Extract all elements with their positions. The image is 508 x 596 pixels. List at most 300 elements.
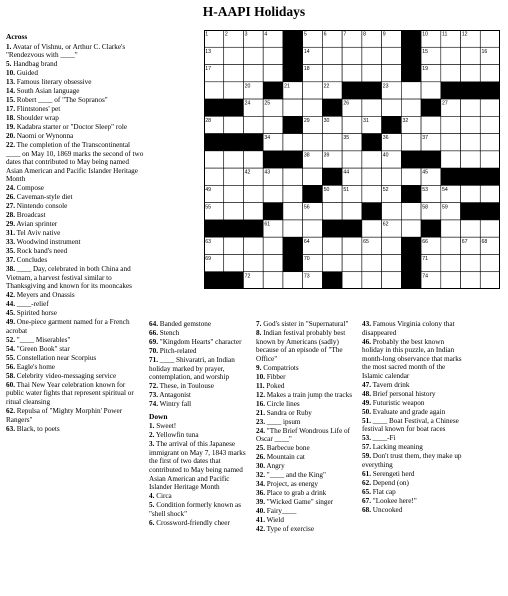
grid-cell[interactable] xyxy=(322,237,342,254)
clue-item[interactable] xyxy=(6,372,144,381)
grid-cell[interactable] xyxy=(401,203,421,220)
grid-cell[interactable] xyxy=(362,220,382,237)
grid-cell[interactable] xyxy=(322,203,342,220)
grid-cell[interactable] xyxy=(243,65,263,82)
clue-item[interactable] xyxy=(149,356,249,382)
clue-item[interactable] xyxy=(6,114,144,123)
grid-cell[interactable] xyxy=(303,168,323,185)
clue-number: 5. xyxy=(149,501,155,510)
clue-text: Naomi or Wynonna xyxy=(14,132,74,141)
clue-item[interactable] xyxy=(256,391,356,400)
grid-cell[interactable] xyxy=(322,47,342,64)
grid-cell[interactable] xyxy=(204,82,224,99)
clue-number: 42. xyxy=(6,291,15,300)
grid-cell[interactable] xyxy=(342,116,362,133)
cell-number: 7 xyxy=(343,31,347,38)
clue-text: Black, to poets xyxy=(14,424,60,433)
clue-text: Depend (on) xyxy=(370,478,409,487)
clue-number: 40. xyxy=(256,507,265,516)
grid-cell[interactable] xyxy=(362,99,382,116)
clue-item[interactable] xyxy=(256,489,356,498)
clue-item[interactable] xyxy=(362,381,462,390)
clue-item[interactable] xyxy=(256,462,356,471)
grid-cell[interactable] xyxy=(243,254,263,271)
clue-number: 56. xyxy=(6,362,15,371)
clue-item[interactable] xyxy=(362,338,462,381)
clue-item[interactable] xyxy=(6,238,144,247)
clue-number: 38. xyxy=(6,265,15,274)
clue-item[interactable] xyxy=(6,78,144,87)
grid-cell[interactable] xyxy=(401,134,421,151)
grid-cell[interactable] xyxy=(480,254,500,271)
grid-cell[interactable] xyxy=(342,203,362,220)
clue-number: 39. xyxy=(256,498,265,507)
cell-number: 5 xyxy=(303,31,307,38)
clue-item[interactable] xyxy=(362,434,462,443)
grid-cell[interactable] xyxy=(224,151,244,168)
clue-number: 49. xyxy=(6,318,15,327)
grid-cell[interactable] xyxy=(382,47,402,64)
cell-number: 59 xyxy=(442,204,448,211)
grid-cell[interactable] xyxy=(342,151,362,168)
grid-cell[interactable] xyxy=(480,116,500,133)
clue-item[interactable] xyxy=(6,123,144,132)
down-header: Down xyxy=(149,411,168,421)
grid-block xyxy=(303,185,323,202)
grid-cell[interactable] xyxy=(224,65,244,82)
clue-item[interactable] xyxy=(6,202,144,211)
grid-cell[interactable] xyxy=(362,47,382,64)
grid-cell[interactable] xyxy=(401,82,421,99)
clue-item[interactable] xyxy=(149,400,249,409)
clue-item[interactable] xyxy=(256,498,356,507)
grid-block xyxy=(362,82,382,99)
clue-text: God's sister in "Supernatural" xyxy=(261,320,349,328)
clue-item[interactable] xyxy=(6,247,144,256)
clue-text: Shoulder wrap xyxy=(14,114,59,123)
grid-cell[interactable] xyxy=(461,116,481,133)
grid-cell[interactable] xyxy=(342,65,362,82)
clue-item[interactable] xyxy=(256,516,356,525)
clue-number: 26. xyxy=(6,193,15,202)
clue-item[interactable] xyxy=(256,418,356,427)
cell-number: 3 xyxy=(244,31,248,38)
grid-cell[interactable] xyxy=(480,30,500,47)
grid-cell[interactable] xyxy=(263,47,283,64)
clue-number: 72. xyxy=(149,382,158,391)
grid-cell[interactable] xyxy=(401,99,421,116)
grid-cell[interactable] xyxy=(224,116,244,133)
clue-text: ____ Shivaratri, an Indian holiday marked by prayer, contemplation, and worship xyxy=(149,355,235,382)
cell-number: 64 xyxy=(303,238,310,245)
grid-cell[interactable] xyxy=(303,99,323,116)
clue-item[interactable] xyxy=(149,501,249,518)
clue-number: 8. xyxy=(256,328,262,337)
clue-item[interactable] xyxy=(362,417,462,434)
grid-cell[interactable] xyxy=(441,254,461,271)
clue-item[interactable] xyxy=(6,265,144,291)
grid-cell[interactable] xyxy=(263,65,283,82)
grid-block xyxy=(224,134,244,151)
cell-number: 25 xyxy=(264,100,271,107)
clue-item[interactable] xyxy=(6,345,144,354)
clue-item[interactable] xyxy=(6,69,144,78)
clue-item[interactable] xyxy=(149,391,249,400)
clue-text: Guided xyxy=(14,69,38,78)
across-header: Across xyxy=(6,32,28,41)
grid-cell[interactable] xyxy=(224,203,244,220)
cell-number: 43 xyxy=(264,169,271,176)
clue-item[interactable] xyxy=(6,211,144,220)
grid-block xyxy=(461,203,481,220)
grid-cell[interactable] xyxy=(382,254,402,271)
clue-text: Banded gemstone xyxy=(157,320,212,328)
clue-item[interactable] xyxy=(149,382,249,391)
grid-cell[interactable] xyxy=(480,220,500,237)
clue-item[interactable] xyxy=(6,291,144,300)
clue-text: Tavern drink xyxy=(370,380,410,389)
clue-item[interactable] xyxy=(149,492,249,501)
clue-item[interactable] xyxy=(6,193,144,202)
grid-block xyxy=(401,47,421,64)
clue-item[interactable] xyxy=(6,220,144,229)
clue-item[interactable] xyxy=(256,373,356,382)
crossword-grid-svg xyxy=(204,30,500,289)
grid-block xyxy=(283,116,303,133)
clue-number: 26. xyxy=(256,453,265,462)
clue-item[interactable] xyxy=(149,329,249,338)
grid-cell[interactable] xyxy=(283,134,303,151)
clue-item[interactable] xyxy=(6,256,144,265)
cell-number: 71 xyxy=(422,256,429,263)
grid-cell[interactable] xyxy=(342,272,362,289)
cell-number: 2 xyxy=(224,31,228,38)
clue-number: 48. xyxy=(362,389,371,398)
grid-cell[interactable] xyxy=(382,203,402,220)
clue-item[interactable] xyxy=(6,184,144,193)
clue-item[interactable] xyxy=(6,60,144,69)
grid-cell[interactable] xyxy=(342,237,362,254)
grid-cell[interactable] xyxy=(441,272,461,289)
grid-cell[interactable] xyxy=(480,134,500,151)
grid-cell[interactable] xyxy=(322,134,342,151)
clue-text: Caveman-style diet xyxy=(14,193,73,202)
grid-block xyxy=(263,82,283,99)
clue-number: 20. xyxy=(6,132,15,141)
clue-number: 15. xyxy=(6,96,15,105)
clue-item[interactable] xyxy=(256,471,356,480)
grid-block xyxy=(401,30,421,47)
grid-cell[interactable] xyxy=(461,65,481,82)
clue-item[interactable] xyxy=(362,452,462,469)
clue-number: 28. xyxy=(6,211,15,220)
grid-cell[interactable] xyxy=(204,151,224,168)
clue-item[interactable] xyxy=(6,96,144,105)
grid-cell[interactable] xyxy=(283,272,303,289)
grid-cell[interactable] xyxy=(441,65,461,82)
clue-text: "Lookee here!" xyxy=(370,496,417,505)
grid-cell[interactable] xyxy=(441,237,461,254)
grid-block xyxy=(263,203,283,220)
across-clues-column-2 xyxy=(149,320,249,528)
clue-text: Project, as energy xyxy=(264,480,318,489)
clue-number: 62. xyxy=(362,478,371,487)
clue-text: Woodwind instrument xyxy=(14,238,81,247)
clue-item[interactable] xyxy=(149,347,249,356)
clue-item[interactable] xyxy=(6,381,144,407)
cell-number: 16 xyxy=(481,48,488,55)
clue-item[interactable] xyxy=(6,105,144,114)
cell-number: 72 xyxy=(244,273,251,280)
clue-item[interactable] xyxy=(362,470,462,479)
clue-number: 63. xyxy=(6,424,15,433)
grid-cell[interactable] xyxy=(283,185,303,202)
grid-cell[interactable] xyxy=(263,237,283,254)
clue-item[interactable] xyxy=(256,320,356,329)
clue-item[interactable] xyxy=(362,488,462,497)
cell-number: 12 xyxy=(461,31,468,38)
clue-item[interactable] xyxy=(362,443,462,452)
clue-item[interactable] xyxy=(256,364,356,373)
grid-block xyxy=(480,82,500,99)
cell-number: 37 xyxy=(422,135,429,142)
grid-block xyxy=(224,220,244,237)
grid-cell[interactable] xyxy=(224,82,244,99)
clue-item[interactable] xyxy=(6,43,144,60)
clue-item[interactable] xyxy=(6,425,144,434)
cell-number: 63 xyxy=(205,238,211,245)
cell-number: 61 xyxy=(264,221,271,228)
grid-cell[interactable] xyxy=(243,203,263,220)
clue-text: Sandra or Ruby xyxy=(264,408,312,417)
crossword-grid[interactable] xyxy=(204,30,500,289)
grid-block xyxy=(322,99,342,116)
clue-number: 69. xyxy=(149,337,158,346)
grid-cell[interactable] xyxy=(303,82,323,99)
clue-item[interactable] xyxy=(256,427,356,444)
clue-item[interactable] xyxy=(6,141,144,184)
clue-item[interactable] xyxy=(6,336,144,345)
clue-text: Futuristic weapon xyxy=(370,398,425,407)
clue-item[interactable] xyxy=(256,329,356,363)
grid-block xyxy=(224,99,244,116)
clue-item[interactable] xyxy=(149,431,249,440)
clue-text: Indian festival probably best known by Americans (sadly) because of an episode of "The Office" xyxy=(256,328,346,363)
clue-item[interactable] xyxy=(256,453,356,462)
clue-item[interactable] xyxy=(362,320,462,337)
grid-cell[interactable] xyxy=(441,116,461,133)
grid-cell[interactable] xyxy=(441,220,461,237)
clue-text: Lacking meaning xyxy=(370,443,423,452)
grid-cell[interactable] xyxy=(382,65,402,82)
clue-number: 27. xyxy=(6,202,15,211)
clue-number: 7. xyxy=(256,320,262,328)
clue-text: Makes a train jump the tracks xyxy=(264,390,353,399)
grid-cell[interactable] xyxy=(224,185,244,202)
grid-cell[interactable] xyxy=(362,151,382,168)
clue-number: 12. xyxy=(256,390,265,399)
clue-item[interactable] xyxy=(149,338,249,347)
grid-cell[interactable] xyxy=(283,99,303,116)
clue-item[interactable] xyxy=(6,354,144,363)
cell-number: 73 xyxy=(303,273,310,280)
grid-cell[interactable] xyxy=(441,151,461,168)
clue-item[interactable] xyxy=(6,229,144,238)
grid-cell[interactable] xyxy=(263,272,283,289)
grid-cell[interactable] xyxy=(263,185,283,202)
cell-number: 74 xyxy=(422,273,429,280)
clue-item[interactable] xyxy=(6,300,144,309)
grid-cell[interactable] xyxy=(362,168,382,185)
grid-cell[interactable] xyxy=(224,47,244,64)
clue-number: 52. xyxy=(6,335,15,344)
grid-cell[interactable] xyxy=(441,47,461,64)
clue-item[interactable] xyxy=(362,506,462,515)
grid-cell[interactable] xyxy=(362,272,382,289)
grid-cell[interactable] xyxy=(283,203,303,220)
grid-cell[interactable] xyxy=(480,99,500,116)
grid-cell[interactable] xyxy=(243,47,263,64)
clue-number: 59. xyxy=(362,452,371,461)
cell-number: 66 xyxy=(422,238,429,245)
grid-cell[interactable] xyxy=(243,185,263,202)
grid-cell[interactable] xyxy=(382,272,402,289)
grid-block xyxy=(283,237,303,254)
grid-cell[interactable] xyxy=(480,185,500,202)
clue-item[interactable] xyxy=(256,400,356,409)
clue-item[interactable] xyxy=(149,320,249,329)
clue-item[interactable] xyxy=(6,309,144,318)
cell-number: 6 xyxy=(323,31,327,38)
grid-cell[interactable] xyxy=(283,168,303,185)
clue-item[interactable] xyxy=(256,382,356,391)
grid-cell[interactable] xyxy=(263,254,283,271)
clue-item[interactable] xyxy=(256,409,356,418)
grid-cell[interactable] xyxy=(243,116,263,133)
clue-text: ____ Day, celebrated in both China and Vietnam, a harvest festival similar to Thanksgiving and known for its mooncakes xyxy=(6,265,132,291)
grid-cell[interactable] xyxy=(461,272,481,289)
down-clue-list xyxy=(149,422,249,527)
clue-item[interactable] xyxy=(6,318,144,335)
cell-number: 30 xyxy=(323,117,330,124)
grid-cell[interactable] xyxy=(461,151,481,168)
clue-item[interactable] xyxy=(256,444,356,453)
clue-number: 36. xyxy=(256,489,265,498)
grid-cell[interactable] xyxy=(204,168,224,185)
grid-cell[interactable] xyxy=(243,151,263,168)
clue-item[interactable] xyxy=(256,525,356,534)
clue-number: 30. xyxy=(256,462,265,471)
grid-cell[interactable] xyxy=(224,168,244,185)
clue-number: 24. xyxy=(256,426,265,435)
clue-item[interactable] xyxy=(6,363,144,372)
grid-cell[interactable] xyxy=(243,237,263,254)
cell-number: 39 xyxy=(323,152,330,159)
grid-cell[interactable] xyxy=(461,99,481,116)
grid-cell[interactable] xyxy=(461,254,481,271)
down-clues-column-2 xyxy=(256,320,356,534)
cell-number: 20 xyxy=(244,83,251,90)
clue-text: Flintstones' pet xyxy=(14,105,61,114)
clue-number: 58. xyxy=(6,371,15,380)
clue-item[interactable] xyxy=(6,132,144,141)
cell-number: 69 xyxy=(205,256,211,263)
cell-number: 10 xyxy=(422,31,429,38)
grid-cell[interactable] xyxy=(362,185,382,202)
grid-cell[interactable] xyxy=(362,254,382,271)
grid-cell[interactable] xyxy=(382,99,402,116)
grid-cell[interactable] xyxy=(421,116,441,133)
cell-number: 57 xyxy=(363,204,369,211)
grid-cell[interactable] xyxy=(421,82,441,99)
clue-text: Barbecue bone xyxy=(264,444,310,453)
grid-cell[interactable] xyxy=(303,220,323,237)
grid-block xyxy=(342,82,362,99)
grid-cell[interactable] xyxy=(461,134,481,151)
grid-cell[interactable] xyxy=(401,220,421,237)
grid-block xyxy=(421,220,441,237)
grid-cell[interactable] xyxy=(382,237,402,254)
grid-cell[interactable] xyxy=(461,47,481,64)
clue-item[interactable] xyxy=(149,519,249,528)
clue-text: Stench xyxy=(157,328,180,337)
clue-item[interactable] xyxy=(362,408,462,417)
clue-item[interactable] xyxy=(256,480,356,489)
clue-text: Serengeti herd xyxy=(370,470,415,478)
clue-number: 25. xyxy=(256,444,265,453)
clue-item[interactable] xyxy=(149,440,249,492)
grid-cell[interactable] xyxy=(322,254,342,271)
grid-cell[interactable] xyxy=(401,168,421,185)
clue-item[interactable] xyxy=(362,390,462,399)
grid-cell[interactable] xyxy=(461,220,481,237)
grid-cell[interactable] xyxy=(263,116,283,133)
grid-cell[interactable] xyxy=(362,65,382,82)
cell-number: 17 xyxy=(205,66,211,73)
grid-cell[interactable] xyxy=(382,168,402,185)
cell-number: 68 xyxy=(481,238,488,245)
clue-text: Mountain cat xyxy=(264,453,305,462)
clue-number: 18. xyxy=(6,114,15,123)
grid-cell[interactable] xyxy=(283,220,303,237)
cell-number: 18 xyxy=(303,66,310,73)
grid-cell[interactable] xyxy=(342,254,362,271)
clue-item[interactable] xyxy=(362,399,462,408)
grid-cell[interactable] xyxy=(224,237,244,254)
clue-text: Uncooked xyxy=(370,505,403,514)
clue-item[interactable] xyxy=(362,497,462,506)
grid-cell[interactable] xyxy=(441,134,461,151)
grid-cell[interactable] xyxy=(342,47,362,64)
clue-item[interactable] xyxy=(6,87,144,96)
grid-cell[interactable] xyxy=(480,272,500,289)
cell-number: 11 xyxy=(442,31,448,38)
clue-item[interactable] xyxy=(362,479,462,488)
clue-number: 66. xyxy=(149,328,158,337)
grid-cell[interactable] xyxy=(303,134,323,151)
grid-cell[interactable] xyxy=(461,185,481,202)
clue-number: 45. xyxy=(6,309,15,318)
grid-cell[interactable] xyxy=(224,254,244,271)
clue-item[interactable] xyxy=(6,407,144,424)
clue-item[interactable] xyxy=(149,422,249,431)
grid-cell[interactable] xyxy=(322,65,342,82)
grid-cell[interactable] xyxy=(480,151,500,168)
clue-item[interactable] xyxy=(256,507,356,516)
clue-text: The completion of the Transcontinental ____ on May 10, 1869 marks the second of two dates that contributed to May being named Asian American and Pacific Islander Heritage Month xyxy=(6,141,144,184)
grid-cell[interactable] xyxy=(480,65,500,82)
across-clues-column xyxy=(6,33,144,434)
